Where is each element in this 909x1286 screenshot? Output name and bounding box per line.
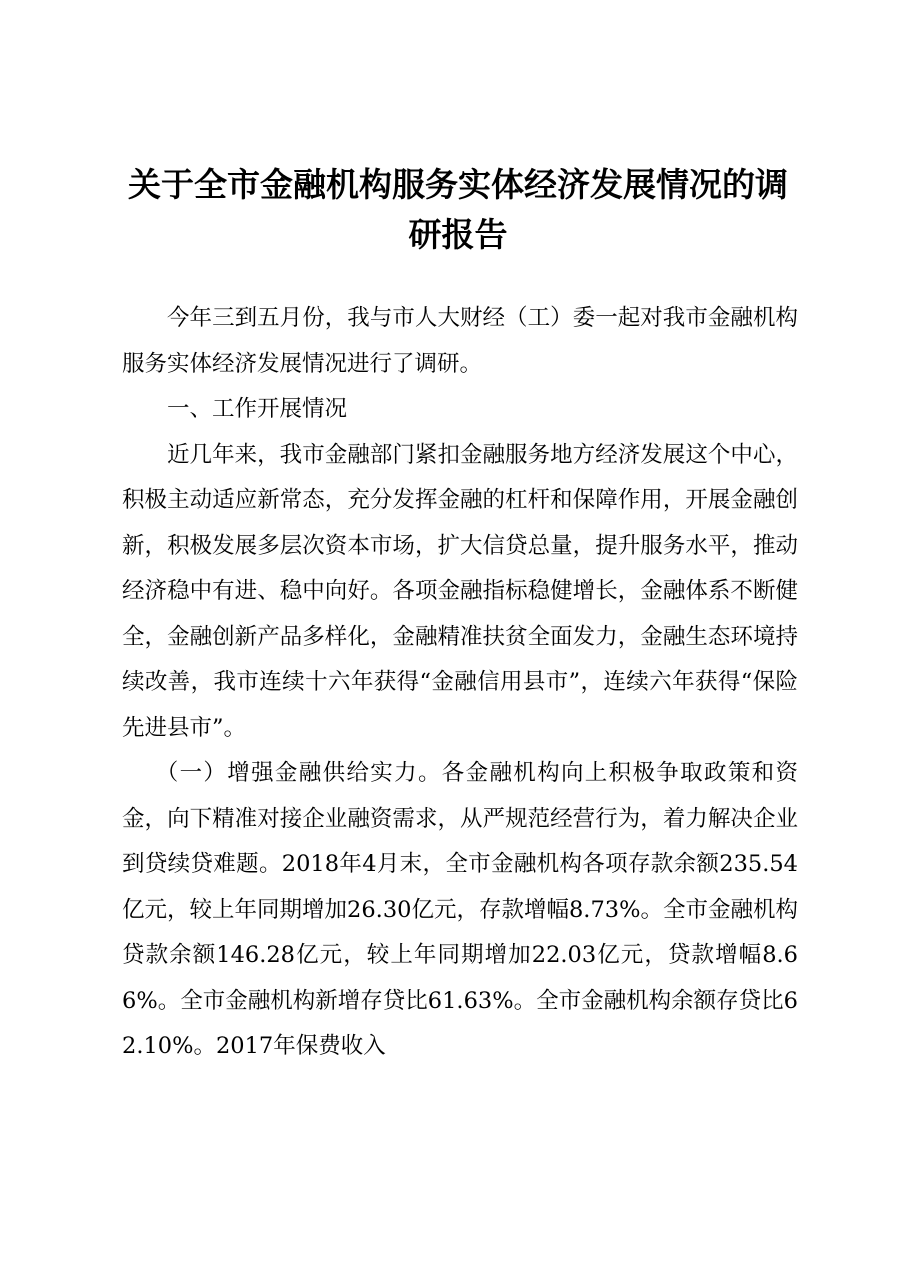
section-heading-work-status: 一、工作开展情况 <box>167 396 348 422</box>
subsection-financial-supply-paragraph: （一）增强金融供给实力。各金融机构向上积极争取政策和资金，向下精准对接企业融资需求，从严规范经营行为，着力解决企业到贷续贷难题。2018年4月末，全市金融机构各项存款余额235.54亿元，较上年同期增加26.30亿元，存款增幅8.73%。全市金融机构贷款余额146.28亿元，较上年同期增加22.03亿元，贷款增幅8.66%。全市金融机构新增存贷比61.63%。全市金融机构余额存贷比62.10%。2017年保费收入 <box>122 760 798 1059</box>
title-line-1: 关于全市金融机构服务实体经济发展情况的调 <box>128 165 788 204</box>
document-body <box>122 296 798 1070</box>
document-title <box>118 160 798 260</box>
overview-paragraph: 近几年来，我市金融部门紧扣金融服务地方经济发展这个中心，积极主动适应新常态，充分发挥金融的杠杆和保障作用，开展金融创新，积极发展多层次资本市场，扩大信贷总量，提升服务水平，推动经济稳中有进、稳中向好。各项金融指标稳健增长，金融体系不断健全，金融创新产品多样化，金融精准扶贫全面发力，金融生态环境持续改善，我市连续十六年获得“金融信用县市”，连续六年获得“保险先进县市”。 <box>122 441 798 741</box>
intro-paragraph: 今年三到五月份，我与市人大财经（工）委一起对我市金融机构服务实体经济发展情况进行了调研。 <box>122 305 798 377</box>
title-line-2: 研报告 <box>408 215 508 254</box>
